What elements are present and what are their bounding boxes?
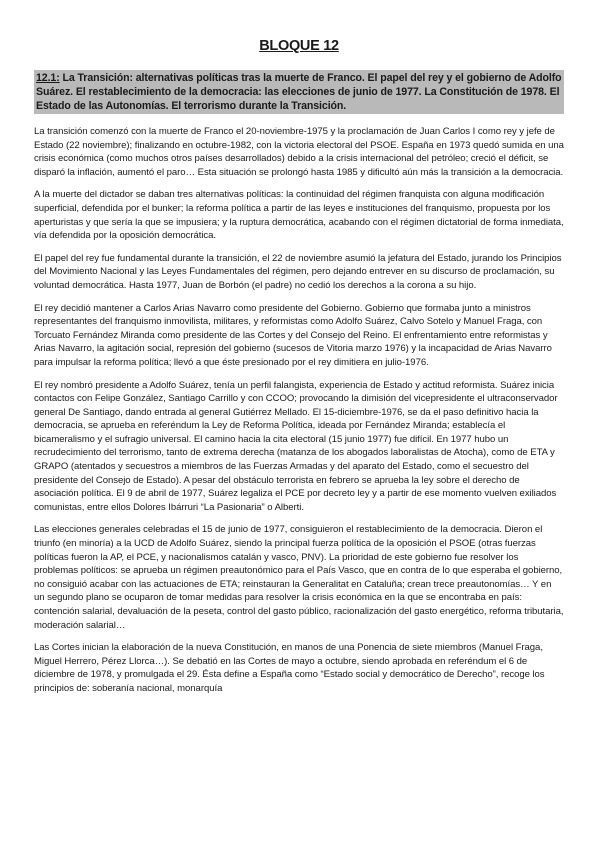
paragraph-transicion: La transición comenzó con la muerte de Franco el 20-noviembre-1975 y la proclamación de Juan Carlos I como rey y jefe de Estado (22 noviembre); finalizando en octubre-1982, con la victoria electoral del PSOE. España en 1973 quedó sumida en una crisis económica (como muchos otros países desarrollados) debido a la crisis internacional del petróleo; creció el déficit, se disparó la inflación, aumentó el paro… Esta situación se prolongó hasta 1985 y dificultó aún más la transición a la democracia. <box>34 126 564 178</box>
section-heading <box>34 70 564 114</box>
section-heading-label: 12.1: <box>36 72 60 84</box>
paragraph-papel-rey: El papel del rey fue fundamental durante la transición, el 22 de noviembre asumió la jefatura del Estado, jurando los Principios del Movimiento Nacional y las Leyes Fundamentales del régimen, pero dejando entrever en su discurso de proclamación, su voluntad democrática. Hasta 1977, Juan de Borbón (el padre) no cedió los derechos a la corona a su hijo. <box>34 252 562 291</box>
paragraph-alternativas: A la muerte del dictador se daban tres alternativas políticas: la continuidad del régimen franquista con alguna modificación superficial, defendida por el bunker; la reforma política a partir de las leyes e instituciones del franquismo, propuesta por los aperturistas y que sería la que se impusiera; y la ruptura democrática, acabando con el régimen dictatorial de forma inmediata, vía defendida por la oposición democrática. <box>34 189 564 242</box>
paragraph-adolfo-suarez: El rey nombró presidente a Adolfo Suárez, tenía un perfil falangista, experiencia de Estado y actitud reformista. Suárez inicia contactos con Felipe González, Santiago Carrillo y con CCOO; provocando la dimisión del vicepresidente el ultraconservador general De Santiago, dando entrada al general Gutiérrez Mellado. El 15-diciembre-1976, se da el paso definitivo hacia la democracia, se aprueba en referéndum la Ley de Reforma Política, ideada por Fernández Miranda; establecía el bicameralismo y el sufragio universal. El camino hacia la cita electoral (15 junio 1977) fue difícil. En 1977 hubo un recrudecimiento del terrorismo, tanto de extrema derecha (matanza de los abogados laboralistas de Atocha), como de ETA y GRAPO (atentados y secuestros a miembros de las Fuerzas Armadas y del aparato del Estado, como el secuestro del presidente del Consejo de Estado). A pesar del obstáculo terrorista en febrero se aprueba la ley sobre el derecho de asociación política. El 9 de abril de 1977, Suárez legaliza el PCE por decreto ley y a partir de ese momento vuelven exiliados comunistas, entre ellos Dolores Ibárruri “La Pasionaria” o Alberti. <box>34 379 558 513</box>
paragraph-constitucion: Las Cortes inician la elaboración de la nueva Constitución, en manos de una Ponencia de siete miembros (Manuel Fraga, Miguel Herrero, Pérez Llorca…). Se debatió en las Cortes de mayo a octubre, siendo aprobada en referéndum el 6 de diciembre de 1978, y promulgada el 29. Ésta define a España como “Estado social y democrático de Derecho”, recoge los principios de: soberanía nacional, monarquía <box>34 642 545 694</box>
page-title: BLOQUE 12 <box>259 38 339 54</box>
paragraph-arias-navarro: El rey decidió mantener a Carlos Arias Navarro como presidente del Gobierno. Gobierno que formaba junto a ministros representantes del franquismo inmovilista, militares, y reformistas como Adolfo Suárez, Calvo Sotelo y Manuel Fraga, con Torcuato Fernández Miranda como presidente de las Cortes y del Consejo del Reino. El enfrentamiento entre reformistas y Arias Navarro, la agitación social, represión del gobierno (sucesos de Vitoria marzo 1976) y la incapacidad de Arias Navarro para impulsar la reforma política; llevó a que éste presionado por el rey dimitiera en julio-1976. <box>34 302 552 368</box>
section-heading-text: La Transición: alternativas políticas tras la muerte de Franco. El papel del rey y el gobierno de Adolfo Suárez. El restablecimiento de la democracia: las elecciones de junio de 1977. La Constitución de 1978. El Estado de las Autonomías. El terrorismo durante la Transición. <box>36 72 562 112</box>
paragraph-elecciones-1977: Las elecciones generales celebradas el 15 de junio de 1977, consiguieron el restablecimiento de la democracia. Dieron el triunfo (en minoría) a la UCD de Adolfo Suárez, siendo la principal fuerza política de la oposición el PSOE (otras fuerzas políticas fueron la AP, el PCE, y nacionalismos catalán y vasco, PNV). La prioridad de este gobierno fue resolver los problemas políticos: se aprueba un régimen preautonómico para el País Vasco, que en contra de lo que esperaba el gobierno, no consiguió acabar con las actuaciones de ETA; reinstauran la Generalitat en Cataluña; crean trece preautonomías… Y en un segundo plano se ocuparon de tomar medidas para resolver la crisis económica en la que se encontraba en país: contención salarial, devaluación de la peseta, control del gasto público, racionalización del gasto energético, reforma tributaria, moderación salarial… <box>34 524 564 631</box>
